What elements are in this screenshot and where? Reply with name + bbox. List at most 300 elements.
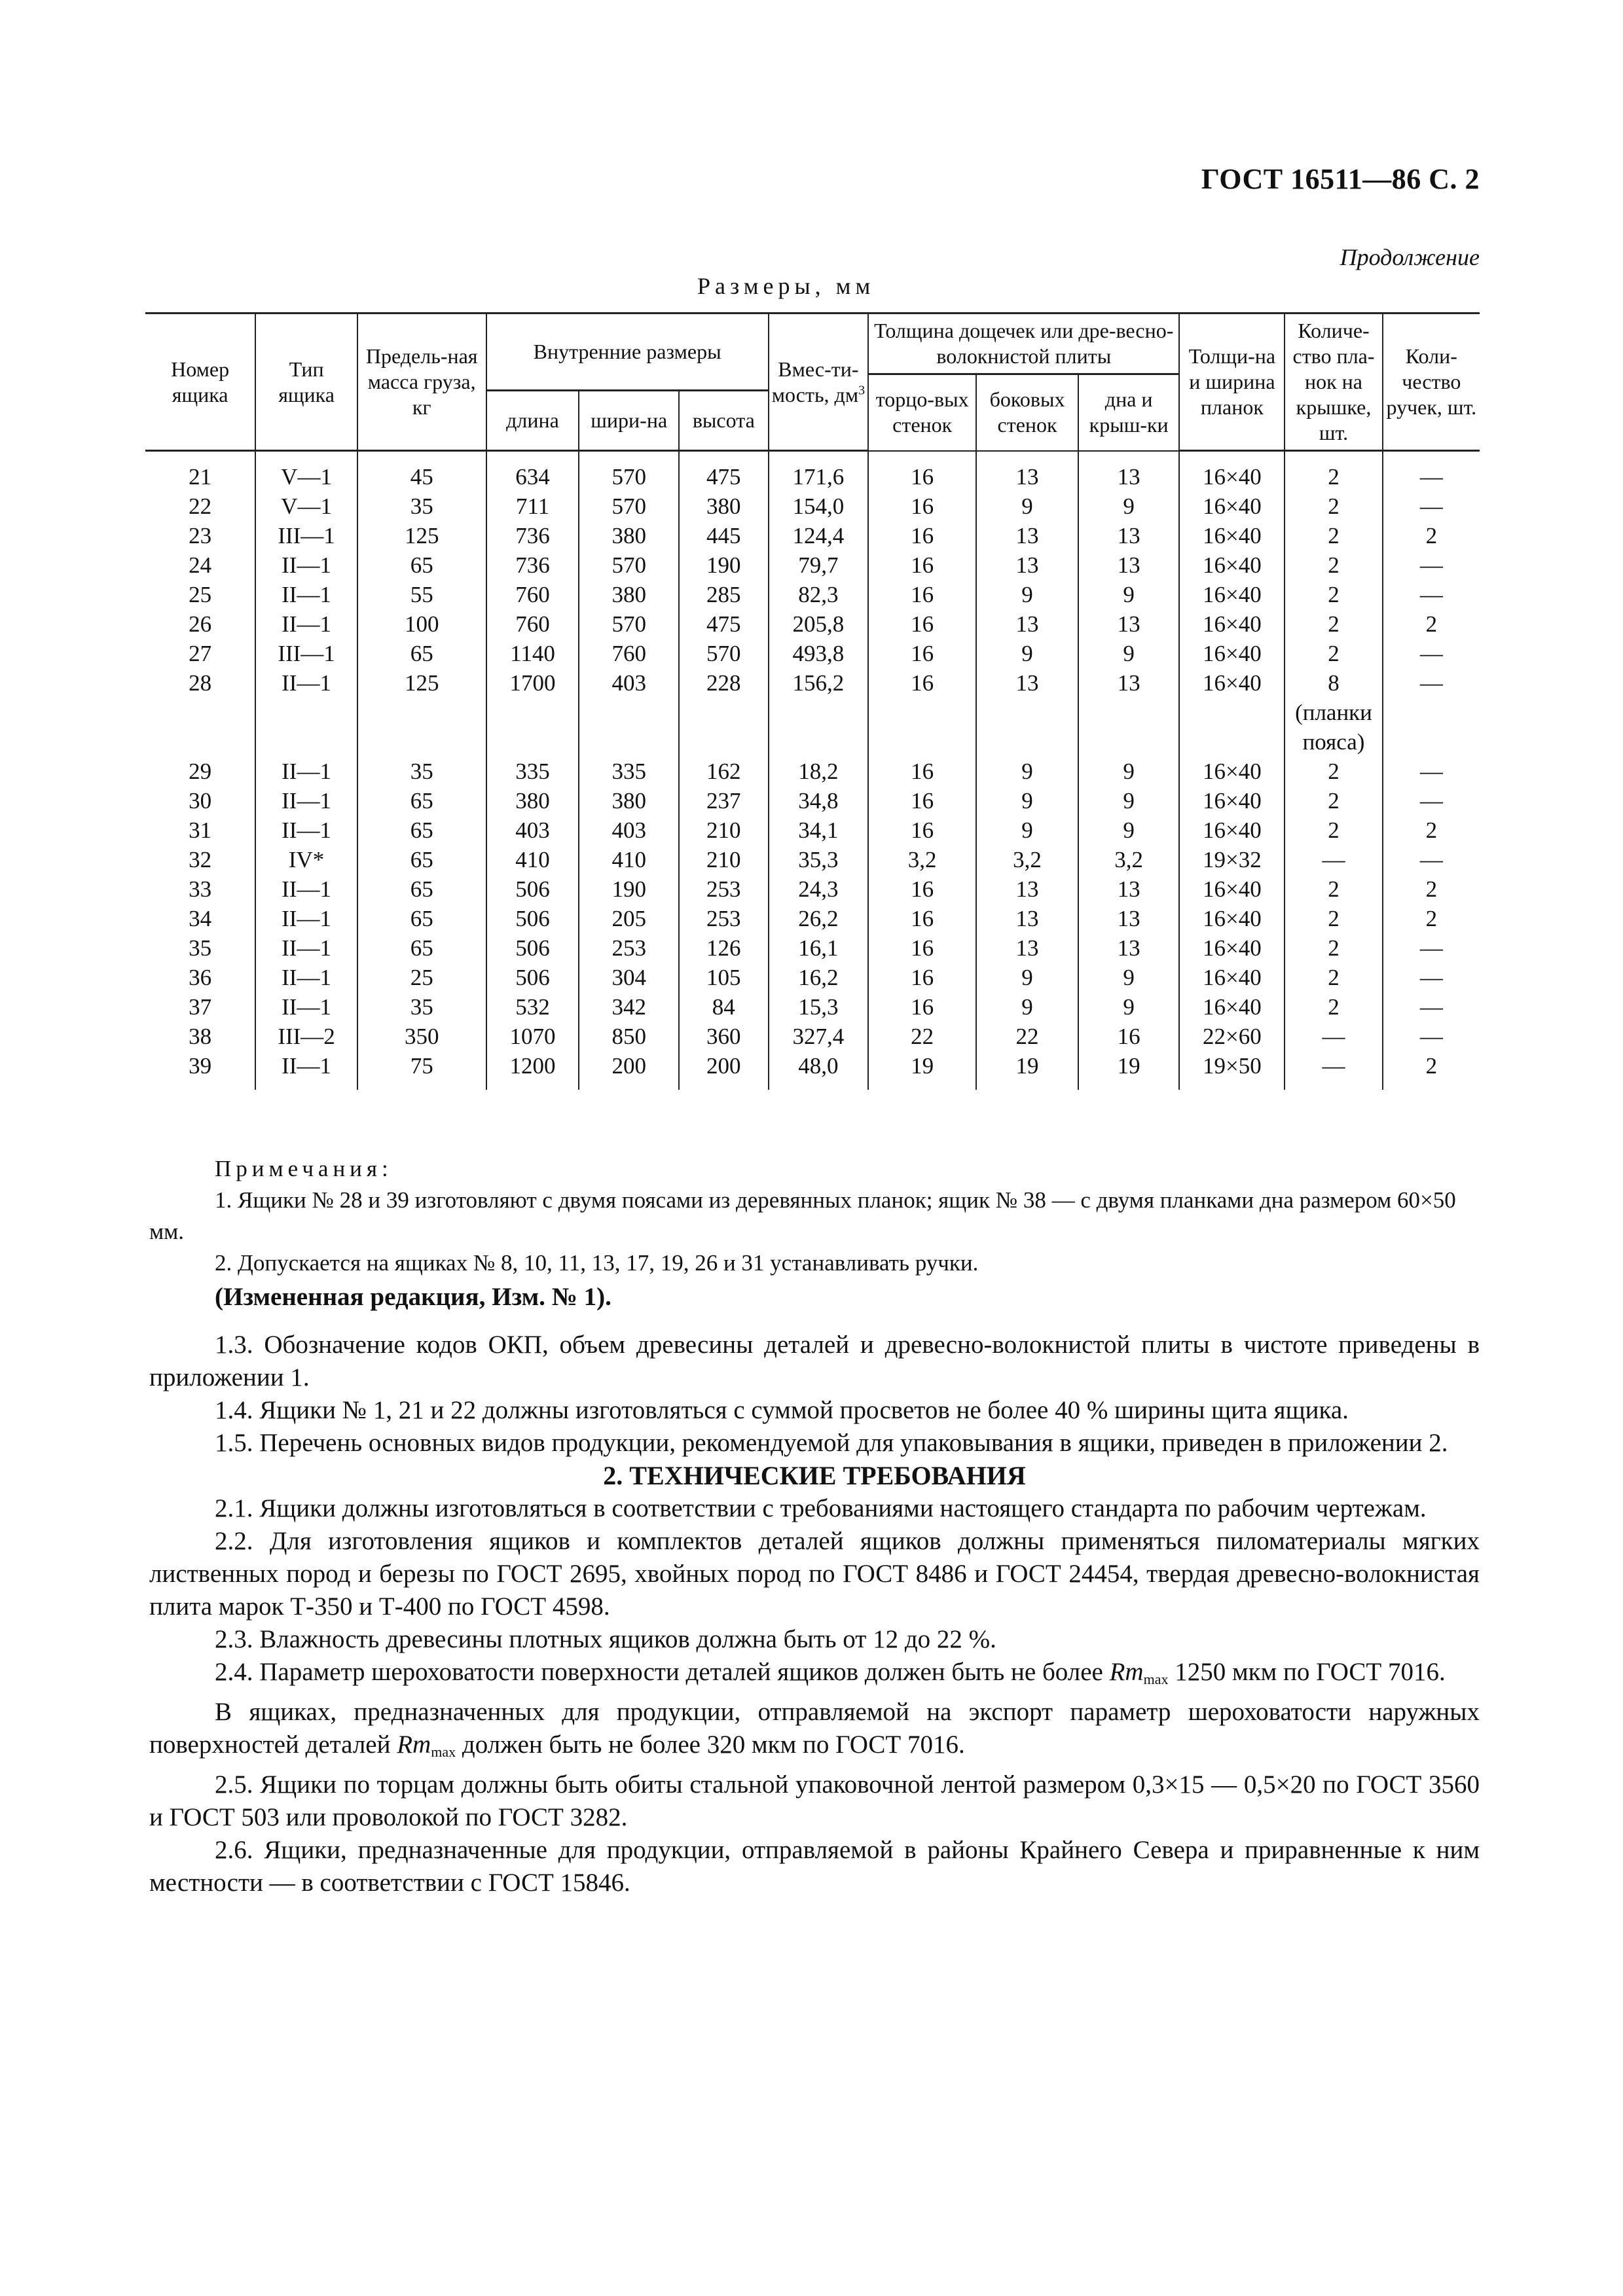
cell-handles: 2 [1383,904,1480,933]
cell-capacity: 154,0 [769,492,868,521]
header-slats-on-lid: Количе-ство пла-нок на крышке, шт. [1285,314,1382,451]
cell-slats-on-lid: 8 [1285,668,1382,698]
paragraph-1-3: 1.3. Обозначение кодов ОКП, объем древесины деталей и древесно-волокнистой плиты в чистоте приведены в приложении 1. [149,1331,1480,1391]
cell-height: 162 [679,757,769,786]
cell-type: II—1 [255,580,357,609]
cell-box-no: 25 [189,582,212,608]
cell-height: 84 [679,992,769,1022]
cell-height: 210 [679,816,769,845]
cell-height [679,698,769,727]
cell-end-walls [868,727,976,757]
cell-load: 65 [357,639,486,668]
cell-side-walls: 9 [976,963,1078,992]
cell-type: II—1 [255,1051,357,1090]
table-row [145,727,1480,757]
cell-slats-on-lid: 2 [1285,451,1382,492]
cell-length: 1140 [486,639,579,668]
cell-box-no: 29 [189,759,212,785]
cell-slats-on-lid: 2 [1285,904,1382,933]
table-row [145,963,1480,992]
paragraph-2-5: 2.5. Ящики по торцам должны быть обиты стальной упаковочной лентой размером 0,3×15 — 0,5×20 по ГОСТ 3560 и ГОСТ 503 или проволокой по ГОСТ 3282. [149,1770,1480,1831]
cell-slat-size: 16×40 [1179,874,1285,904]
cell-type: III—2 [255,1022,357,1051]
cell-side-walls: 19 [976,1051,1078,1090]
cell-slat-size [1179,727,1285,757]
cell-slat-size: 16×40 [1179,933,1285,963]
cell-side-walls: 13 [976,933,1078,963]
cell-load: 125 [357,521,486,550]
cell-handles: — [1383,933,1480,963]
cell-capacity: 327,4 [769,1022,868,1051]
cell-box-no: 34 [189,906,212,932]
cell-side-walls: 9 [976,580,1078,609]
cell-length: 403 [486,816,579,845]
cell-capacity: 24,3 [769,874,868,904]
cell-width: 570 [579,550,678,580]
cell-type: II—1 [255,786,357,816]
cell-box-no: 26 [189,611,212,637]
cell-type: II—1 [255,816,357,845]
paragraph-2-4-export-value: должен быть не более 320 мкм по ГОСТ 7016. [462,1731,965,1759]
cell-load: 65 [357,933,486,963]
cell-load: 55 [357,580,486,609]
table-row [145,992,1480,1022]
cell-bottom-lid [1078,698,1180,727]
cell-box-no: 39 [189,1053,212,1079]
cell-slats-on-lid: (планки [1285,698,1382,727]
cell-handles: — [1383,550,1480,580]
cell-type: II—1 [255,550,357,580]
cell-length: 506 [486,963,579,992]
cell-side-walls: 9 [976,816,1078,845]
header-width: шири-на [579,390,678,451]
cell-capacity: 79,7 [769,550,868,580]
cell-side-walls: 9 [976,492,1078,521]
cell-width [579,727,678,757]
cell-bottom-lid: 13 [1078,521,1180,550]
paragraph-2-2: 2.2. Для изготовления ящиков и комплектов деталей ящиков должны применяться пиломатериалы мягких лиственных пород и березы по ГОСТ 2695, хвойных пород по ГОСТ 8486 и ГОСТ 24454, твердая древесно-волокнистая плита марок Т-350 и Т-400 по ГОСТ 4598. [149,1527,1480,1621]
cell-slat-size: 16×40 [1179,451,1285,492]
table-row [145,816,1480,845]
cell-capacity: 493,8 [769,639,868,668]
cell-width: 200 [579,1051,678,1090]
cell-width: 380 [579,521,678,550]
cell-width: 403 [579,668,678,698]
cell-end-walls: 16 [868,933,976,963]
paragraph-2-6: 2.6. Ящики, предназначенные для продукции, отправляемой в районы Крайнего Севера и приравненные к ним местности — в соответствии с ГОСТ 15846. [149,1836,1480,1897]
cell-height: 105 [679,963,769,992]
cell-load: 65 [357,786,486,816]
cell-side-walls: 9 [976,992,1078,1022]
cell-end-walls: 16 [868,451,976,492]
cell-handles: — [1383,1022,1480,1051]
cell-length: 760 [486,580,579,609]
cell-slats-on-lid: 2 [1285,933,1382,963]
cell-bottom-lid: 9 [1078,492,1180,521]
cell-type: V—1 [255,492,357,521]
cell-width: 190 [579,874,678,904]
note-1: 1. Ящики № 28 и 39 изготовляют с двумя поясами из деревянных планок; ящик № 38 — с двумя планками дна размером 60×50 мм. [149,1187,1456,1244]
cell-bottom-lid: 13 [1078,451,1180,492]
cell-load: 35 [357,757,486,786]
cell-end-walls: 16 [868,492,976,521]
cell-length: 335 [486,757,579,786]
cell-slats-on-lid: 2 [1285,963,1382,992]
cell-width: 570 [579,492,678,521]
table-body [145,451,1480,1090]
cell-load: 100 [357,609,486,639]
cell-capacity: 156,2 [769,668,868,698]
cell-type: II—1 [255,757,357,786]
cell-slat-size: 16×40 [1179,668,1285,698]
cell-slat-size: 16×40 [1179,757,1285,786]
cell-capacity: 26,2 [769,904,868,933]
cell-end-walls: 16 [868,963,976,992]
cell-bottom-lid: 9 [1078,639,1180,668]
header-max-load: Предель-ная масса груза, кг [357,314,486,451]
cell-slat-size: 16×40 [1179,904,1285,933]
cell-length: 380 [486,786,579,816]
cell-type [255,698,357,727]
cell-end-walls: 16 [868,786,976,816]
sizes-caption: Размеры, мм [697,273,875,299]
cell-box-no: 24 [189,552,212,579]
cell-slats-on-lid: 2 [1285,521,1382,550]
amendment-note: (Измененная редакция, Изм. № 1). [215,1283,611,1311]
continuation-label: Продолжение [1340,244,1480,270]
paragraph-2-4-export-text: В ящиках, предназначенных для продукции, отправляемой на экспорт параметр шероховатости наружных поверхностей деталей [149,1698,1480,1759]
cell-end-walls: 22 [868,1022,976,1051]
table-row [145,874,1480,904]
header-thickness-group: Толщина дощечек или дре-весно-волокнистой плиты [868,314,1179,374]
cell-slat-size: 19×32 [1179,845,1285,874]
cell-bottom-lid: 9 [1078,816,1180,845]
cell-length: 506 [486,874,579,904]
cell-capacity: 171,6 [769,451,868,492]
cell-side-walls: 9 [976,639,1078,668]
header-capacity: Вмес-ти-мость, $дм^3$ [769,314,868,451]
cell-load: 350 [357,1022,486,1051]
cell-height: 445 [679,521,769,550]
cell-length: 506 [486,904,579,933]
cell-load: 65 [357,904,486,933]
cell-type [255,727,357,757]
cell-handles: 2 [1383,609,1480,639]
cell-slat-size [1179,698,1285,727]
cell-side-walls: 13 [976,521,1078,550]
cell-slat-size: 16×40 [1179,580,1285,609]
cell-width: 380 [579,580,678,609]
cell-length: 506 [486,933,579,963]
cell-capacity: 48,0 [769,1051,868,1090]
cell-slats-on-lid: 2 [1285,492,1382,521]
cell-type: II—1 [255,992,357,1022]
cell-box-no: 28 [189,670,212,696]
cell-capacity: 35,3 [769,845,868,874]
cell-slat-size: 16×40 [1179,963,1285,992]
cell-box-no: 27 [189,641,212,667]
header-length: длина [486,390,579,451]
cell-slats-on-lid: — [1285,1051,1382,1090]
cell-box-no [145,698,255,727]
note-2: 2. Допускается на ящиках № 8, 10, 11, 13, 17, 19, 26 и 31 устанавливать ручки. [215,1250,979,1276]
box-dimensions-table [145,312,1480,1090]
cell-handles: — [1383,451,1480,492]
cell-bottom-lid: 9 [1078,580,1180,609]
cell-handles: — [1383,963,1480,992]
cell-box-no: 23 [189,523,212,549]
cell-end-walls: 16 [868,521,976,550]
cell-load: 35 [357,492,486,521]
table-row [145,451,1480,492]
cell-slat-size: 16×40 [1179,786,1285,816]
cell-type: II—1 [255,904,357,933]
cell-bottom-lid: 16 [1078,1022,1180,1051]
notes-title: Примечания: [215,1156,393,1181]
cell-side-walls [976,727,1078,757]
cell-load: 65 [357,816,486,845]
cell-length: 1200 [486,1051,579,1090]
cell-bottom-lid: 13 [1078,668,1180,698]
cell-capacity: 16,1 [769,933,868,963]
cell-handles [1383,727,1480,757]
cell-height: 210 [679,845,769,874]
cell-bottom-lid: 9 [1078,992,1180,1022]
cell-load: 65 [357,550,486,580]
cell-type: II—1 [255,668,357,698]
cell-capacity: 15,3 [769,992,868,1022]
cell-box-no: 35 [189,935,212,961]
cell-slats-on-lid: 2 [1285,786,1382,816]
header-end-walls: торцо-вых стенок [868,374,976,451]
cell-width: 342 [579,992,678,1022]
cell-side-walls: 13 [976,874,1078,904]
cell-capacity: 205,8 [769,609,868,639]
table-row [145,521,1480,550]
cell-bottom-lid: 13 [1078,874,1180,904]
cell-slat-size: 16×40 [1179,521,1285,550]
cell-width: 205 [579,904,678,933]
rm-symbol: Rm [1109,1658,1144,1686]
cell-load [357,698,486,727]
header-handles: Коли-чество ручек, шт. [1383,314,1480,451]
cell-side-walls [976,698,1078,727]
table-row [145,904,1480,933]
table-row [145,639,1480,668]
cell-capacity: 16,2 [769,963,868,992]
cell-length: 736 [486,550,579,580]
cell-box-no: 36 [189,965,212,991]
cell-capacity: 34,1 [769,816,868,845]
cell-capacity: 34,8 [769,786,868,816]
cell-end-walls: 16 [868,639,976,668]
cell-type: III—1 [255,521,357,550]
cell-slats-on-lid: 2 [1285,992,1382,1022]
cell-height: 190 [679,550,769,580]
cell-type: II—1 [255,963,357,992]
cell-side-walls: 13 [976,550,1078,580]
cell-load: 45 [357,451,486,492]
cell-slat-size: 16×40 [1179,992,1285,1022]
cell-load [357,727,486,757]
cell-width: 304 [579,963,678,992]
cell-box-no: 32 [189,847,212,873]
cell-bottom-lid: 19 [1078,1051,1180,1090]
cell-side-walls: 9 [976,786,1078,816]
cell-capacity [769,698,868,727]
cell-height: 360 [679,1022,769,1051]
cell-width: 570 [579,609,678,639]
cell-slats-on-lid: — [1285,845,1382,874]
cell-handles: — [1383,580,1480,609]
header-height: высота [679,390,769,451]
cell-length: 760 [486,609,579,639]
table-row [145,1022,1480,1051]
table-row [145,1051,1480,1090]
cell-end-walls: 16 [868,874,976,904]
cell-handles: — [1383,639,1480,668]
cell-length: 736 [486,521,579,550]
paragraph-2-4 [149,1656,1480,1696]
cell-handles: 2 [1383,521,1480,550]
cell-handles: — [1383,492,1480,521]
header-side-walls: боковых стенок [976,374,1078,451]
cell-side-walls: 13 [976,904,1078,933]
cell-end-walls: 16 [868,550,976,580]
cell-box-no: 31 [189,817,212,844]
cell-slat-size: 16×40 [1179,492,1285,521]
cell-slat-size: 16×40 [1179,639,1285,668]
paragraph-2-1: 2.1. Ящики должны изготовляться в соответствии с требованиями настоящего стандарта по рабочим чертежам. [215,1494,1427,1522]
header-inner-dims: Внутренние размеры [486,314,769,391]
cell-load: 25 [357,963,486,992]
cell-side-walls: 9 [976,757,1078,786]
paragraph-2-4-text: 2.4. Параметр шероховатости поверхности деталей ящиков должен быть не более [215,1658,1103,1686]
paragraph-1-4: 1.4. Ящики № 1, 21 и 22 должны изготовляться с суммой просветов не более 40 % ширины щита ящика. [215,1396,1349,1424]
cell-slats-on-lid: 2 [1285,639,1382,668]
cell-type: IV* [255,845,357,874]
cell-slats-on-lid: 2 [1285,609,1382,639]
cell-load: 65 [357,874,486,904]
cell-box-no [145,727,255,757]
body-text [149,1329,1480,1899]
cell-type: II—1 [255,874,357,904]
cell-end-walls: 3,2 [868,845,976,874]
rm-symbol-2: Rm [397,1731,431,1759]
cell-end-walls: 16 [868,757,976,786]
cell-capacity [769,727,868,757]
cell-type: III—1 [255,639,357,668]
cell-end-walls: 16 [868,904,976,933]
cell-load: 65 [357,845,486,874]
cell-slats-on-lid: 2 [1285,874,1382,904]
cell-handles: — [1383,845,1480,874]
cell-box-no: 37 [189,994,212,1020]
paragraph-1-5: 1.5. Перечень основных видов продукции, рекомендуемой для упаковывания в ящики, приведен в приложении 2. [215,1429,1448,1457]
paragraph-2-4-value: 1250 мкм по ГОСТ 7016. [1175,1658,1446,1686]
cell-height: 380 [679,492,769,521]
cell-end-walls: 16 [868,668,976,698]
cell-type: II—1 [255,609,357,639]
table-row [145,668,1480,698]
cell-width: 403 [579,816,678,845]
cell-handles: — [1383,668,1480,698]
cell-load: 35 [357,992,486,1022]
header-slat-size: Толщи-на и ширина планок [1179,314,1285,451]
cell-length: 1070 [486,1022,579,1051]
cell-handles: 2 [1383,816,1480,845]
cell-capacity: 18,2 [769,757,868,786]
cell-end-walls: 16 [868,609,976,639]
cell-height: 253 [679,904,769,933]
cell-end-walls: 19 [868,1051,976,1090]
cell-type: II—1 [255,933,357,963]
cell-length: 634 [486,451,579,492]
cell-bottom-lid: 13 [1078,904,1180,933]
cell-side-walls: 3,2 [976,845,1078,874]
cell-height: 200 [679,1051,769,1090]
notes-block [149,1153,1480,1313]
cell-height: 237 [679,786,769,816]
table-row [145,550,1480,580]
cell-height: 475 [679,609,769,639]
header-box-no: Номер ящика [145,314,255,451]
cell-side-walls: 13 [976,451,1078,492]
cell-width: 760 [579,639,678,668]
cell-bottom-lid: 9 [1078,963,1180,992]
rm-subscript-2: max [431,1744,456,1760]
cell-length: 410 [486,845,579,874]
cell-handles: 2 [1383,874,1480,904]
cell-bottom-lid: 13 [1078,933,1180,963]
header-bottom-lid: дна и крыш-ки [1078,374,1180,451]
cell-width: 410 [579,845,678,874]
paragraph-2-3: 2.3. Влажность древесины плотных ящиков должна быть от 12 до 22 %. [215,1625,996,1653]
cell-slats-on-lid: 2 [1285,550,1382,580]
table-row [145,698,1480,727]
cell-height: 228 [679,668,769,698]
cell-slat-size: 16×40 [1179,609,1285,639]
section-title: 2. ТЕХНИЧЕСКИЕ ТРЕБОВАНИЯ [603,1461,1026,1490]
cell-width: 253 [579,933,678,963]
cell-bottom-lid: 9 [1078,757,1180,786]
cell-slat-size: 22×60 [1179,1022,1285,1051]
cell-height: 475 [679,451,769,492]
cell-bottom-lid: 13 [1078,609,1180,639]
cell-width: 570 [579,451,678,492]
cell-length [486,727,579,757]
cell-load: 125 [357,668,486,698]
cell-slats-on-lid: пояса) [1285,727,1382,757]
table-row [145,580,1480,609]
cell-side-walls: 13 [976,668,1078,698]
cell-handles: — [1383,757,1480,786]
table-row [145,933,1480,963]
cell-slats-on-lid: 2 [1285,757,1382,786]
cell-load: 75 [357,1051,486,1090]
table-row [145,845,1480,874]
cell-width [579,698,678,727]
cell-height: 570 [679,639,769,668]
cell-length: 532 [486,992,579,1022]
cell-box-no: 22 [189,493,212,520]
cell-slats-on-lid: 2 [1285,580,1382,609]
cell-capacity: 82,3 [769,580,868,609]
cell-slats-on-lid: 2 [1285,816,1382,845]
cell-slat-size: 16×40 [1179,550,1285,580]
cell-bottom-lid: 13 [1078,550,1180,580]
cell-box-no: 38 [189,1024,212,1050]
